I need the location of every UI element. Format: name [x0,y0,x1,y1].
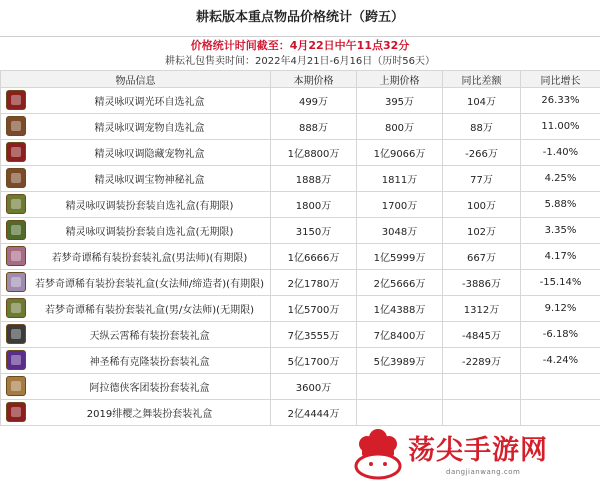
previous-price: 1811万 [357,166,443,192]
table-row [1,348,600,374]
previous-price: 395万 [357,88,443,114]
price-diff: 88万 [443,114,521,140]
item-name: 若梦奇谭稀有装扮套装礼盒(女法师/缔造者)(有期限) [35,279,264,290]
current-price: 2亿4444万 [271,400,357,426]
red-box-icon [6,90,26,110]
hidden-pet-box-icon [6,142,26,162]
item-name: 精灵咏叹调宝物神秘礼盒 [94,175,205,186]
chef-hat-logo-icon [350,422,408,482]
col-header-previous: 上期价格 [357,71,443,88]
item-name: 精灵咏叹调装扮套装自选礼盒(无期限) [65,227,234,238]
price-diff: -266万 [443,140,521,166]
item-cell [1,296,271,322]
price-diff: -4845万 [443,322,521,348]
price-diff: 102万 [443,218,521,244]
costume-box-icon [6,220,26,240]
pet-box-icon [6,116,26,136]
col-header-diff: 同比差额 [443,71,521,88]
current-price: 2亿1780万 [271,270,357,296]
item-name: 若梦奇谭稀有装扮套装礼盒(男/女法师)(无期限) [45,305,254,316]
item-cell [1,374,271,400]
item-name: 2019绯樱之舞装扮套装礼盒 [86,409,213,420]
growth-rate: -4.24% [521,348,600,374]
previous-price: 5亿3989万 [357,348,443,374]
kelong-costume-icon [6,350,26,370]
price-diff: 77万 [443,166,521,192]
item-cell [1,114,271,140]
sheet-title: 耕耘版本重点物品价格统计（跨五） [0,0,600,37]
current-price: 1亿5700万 [271,296,357,322]
previous-price: 1700万 [357,192,443,218]
growth-rate: 26.33% [521,88,600,114]
costume-box-icon [6,194,26,214]
current-price: 3600万 [271,374,357,400]
arad-costume-icon [6,376,26,396]
item-name: 精灵咏叹调宠物自选礼盒 [94,123,205,134]
sakura-costume-icon [6,402,26,422]
item-name: 天纵云霄稀有装扮套装礼盒 [89,331,210,342]
current-price: 1800万 [271,192,357,218]
current-price: 3150万 [271,218,357,244]
treasure-pet-box-icon [6,168,26,188]
growth-rate: 11.00% [521,114,600,140]
table-row [1,114,600,140]
price-diff: -3886万 [443,270,521,296]
table-row [1,374,600,400]
item-cell [1,400,271,426]
current-price: 5亿1700万 [271,348,357,374]
item-cell [1,140,271,166]
watermark-text: 荡尖手游网 [408,435,548,466]
previous-price: 800万 [357,114,443,140]
item-cell [1,192,271,218]
current-price: 1亿6666万 [271,244,357,270]
previous-price [357,374,443,400]
table-header-row [1,71,600,88]
table-row [1,322,600,348]
item-name: 精灵咏叹调装扮套装自选礼盒(有期限) [65,201,234,212]
watermark-url: dangjianwang.com [446,468,521,476]
previous-price: 7亿8400万 [357,322,443,348]
col-header-growth: 同比增长 [521,71,600,88]
price-diff: 100万 [443,192,521,218]
price-table [0,70,600,426]
price-diff: 104万 [443,88,521,114]
previous-price: 3048万 [357,218,443,244]
price-diff: 667万 [443,244,521,270]
item-cell [1,244,271,270]
table-row [1,140,600,166]
price-diff: 1312万 [443,296,521,322]
item-name: 神圣稀有克隆装扮套装礼盒 [89,357,210,368]
item-cell [1,218,271,244]
current-price: 7亿3555万 [271,322,357,348]
current-price: 888万 [271,114,357,140]
price-diff: -2289万 [443,348,521,374]
item-name: 精灵咏叹调光环自选礼盒 [94,97,205,108]
growth-rate: 3.35% [521,218,600,244]
previous-price: 2亿5666万 [357,270,443,296]
mage-costume-icon [6,246,26,266]
tianzong-costume-icon [6,324,26,344]
table-row [1,218,600,244]
table-row [1,296,600,322]
growth-rate: 9.12% [521,296,600,322]
mage-costume-icon [6,298,26,318]
creator-costume-icon [6,272,26,292]
sale-period-text: 耕耘礼包售卖时间：2022年4月21日-6月16日（历时56天） [165,56,435,67]
item-cell [1,166,271,192]
table-row [1,244,600,270]
item-name: 精灵咏叹调隐藏宠物礼盒 [94,149,205,160]
growth-rate: -6.18% [521,322,600,348]
price-diff [443,374,521,400]
col-header-current: 本期价格 [271,71,357,88]
growth-rate: 4.25% [521,166,600,192]
item-cell [1,322,271,348]
current-price: 499万 [271,88,357,114]
growth-rate: -15.14% [521,270,600,296]
previous-price: 1亿9066万 [357,140,443,166]
item-cell [1,348,271,374]
col-header-item: 物品信息 [1,71,271,88]
growth-rate: 4.17% [521,244,600,270]
item-cell [1,88,271,114]
table-row [1,88,600,114]
deadline-text: 价格统计时间截至：4月22日中午11点32分 [190,39,410,52]
table-row [1,192,600,218]
table-row [1,270,600,296]
site-watermark [350,420,600,486]
previous-price: 1亿5999万 [357,244,443,270]
item-name: 若梦奇谭稀有装扮套装礼盒(男法师)(有期限) [51,253,248,264]
table-body [1,88,600,426]
growth-rate: 5.88% [521,192,600,218]
previous-price: 1亿4388万 [357,296,443,322]
current-price: 1亿8800万 [271,140,357,166]
item-name: 阿拉德侠客团装扮套装礼盒 [89,383,210,394]
table-row [1,166,600,192]
growth-rate: -1.40% [521,140,600,166]
item-cell [1,270,271,296]
current-price: 1888万 [271,166,357,192]
growth-rate [521,374,600,400]
